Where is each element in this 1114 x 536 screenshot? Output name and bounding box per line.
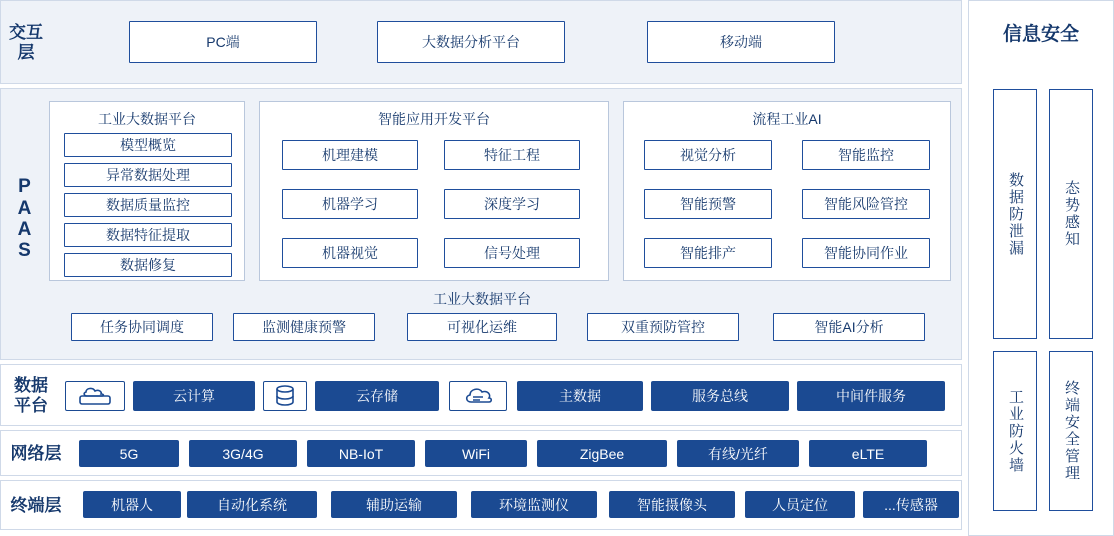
group-process-industry-ai [623,101,951,281]
terminal-item-automation-system[interactable]: 自动化系统 [187,491,317,518]
security-box-label: 态势感知 [1063,180,1080,248]
group-title-industrial-bigdata-platform: 工业大数据平台 [98,111,196,127]
paas-item-feature-engineering[interactable]: 特征工程 [444,140,580,170]
terminal-item-auxiliary-transport[interactable]: 辅助运输 [331,491,457,518]
paas-item-intelligent-monitor[interactable]: 智能监控 [802,140,930,170]
group-title-intelligent-app-dev: 智能应用开发平台 [378,111,490,127]
paas-item-feature-extract[interactable]: 数据特征提取 [64,223,232,247]
paas-item-collaborative-work[interactable]: 智能协同作业 [802,238,930,268]
paas-subtitle: 工业大数据平台 [433,291,531,307]
paas-item-data-repair[interactable]: 数据修复 [64,253,232,277]
data-platform-item-cloud-storage[interactable]: 云存储 [315,381,439,411]
paas-bottom-item-dual-prevention[interactable]: 双重预防管控 [587,313,739,341]
security-box-label: 终端安全管理 [1063,380,1080,482]
data-platform-item-master-data[interactable]: 主数据 [517,381,643,411]
security-box-data-leak-prevention[interactable] [993,89,1037,339]
paas-item-data-quality[interactable]: 数据质量监控 [64,193,232,217]
interaction-layer-items [57,1,957,85]
security-box-label: 工业防火墙 [1007,388,1024,474]
security-box-label: 数据防泄漏 [1007,171,1024,257]
information-security-title: 信息安全 [1002,24,1079,46]
paas-item-signal-processing[interactable]: 信号处理 [444,238,580,268]
interaction-layer-band [0,0,962,84]
paas-item-abnormal-data[interactable]: 异常数据处理 [64,163,232,187]
paas-item-risk-control[interactable]: 智能风险管控 [802,189,930,219]
group-industrial-bigdata-platform [49,101,245,281]
paas-label-char-4: S [18,240,32,262]
cloud-storage-icon [449,381,507,411]
data-platform-label [3,369,59,423]
network-item-3g4g[interactable]: 3G/4G [189,440,297,467]
network-item-zigbee[interactable]: ZigBee [537,440,667,467]
network-item-wifi[interactable]: WiFi [425,440,527,467]
interaction-layer-label: 交互层 [9,23,43,62]
paas-item-model-overview[interactable]: 模型概览 [64,133,232,157]
interaction-item-mobile[interactable]: 移动端 [647,21,835,63]
terminal-item-smart-camera[interactable]: 智能摄像头 [609,491,735,518]
paas-item-machine-learning[interactable]: 机器学习 [282,189,418,219]
paas-item-visual-analysis[interactable]: 视觉分析 [644,140,772,170]
data-platform-item-service-bus[interactable]: 服务总线 [651,381,789,411]
paas-bottom-item-health-warning[interactable]: 监测健康预警 [233,313,375,341]
network-item-5g[interactable]: 5G [79,440,179,467]
cloud-compute-icon [65,381,125,411]
network-layer-band [0,430,962,476]
network-item-wired-fiber[interactable]: 有线/光纤 [677,440,799,467]
information-security-column [968,0,1114,536]
terminal-layer-label: 终端层 [10,496,62,516]
paas-layer-band [0,88,962,360]
data-platform-item-middleware[interactable]: 中间件服务 [797,381,945,411]
paas-bottom-item-task-scheduling[interactable]: 任务协同调度 [71,313,213,341]
paas-item-intelligent-warning[interactable]: 智能预警 [644,189,772,219]
paas-label-char-3: A [17,219,33,240]
terminal-item-environment-monitor[interactable]: 环境监测仪 [471,491,597,518]
terminal-item-sensors[interactable]: ...传感器 [863,491,959,518]
security-box-situational-awareness[interactable] [1049,89,1093,339]
group-title-process-industry-ai: 流程工业AI [752,111,822,127]
network-item-elte[interactable]: eLTE [809,440,927,467]
network-item-nbiot[interactable]: NB-IoT [307,440,415,467]
interaction-item-pc[interactable]: PC端 [129,21,317,63]
terminal-layer-band [0,480,962,530]
database-icon [263,381,307,411]
group-intelligent-app-dev-platform [259,101,609,281]
paas-bottom-item-ai-analysis[interactable]: 智能AI分析 [773,313,925,341]
data-platform-item-cloud-computing[interactable]: 云计算 [133,381,255,411]
interaction-item-bigdata-platform[interactable]: 大数据分析平台 [377,21,565,63]
paas-label-char-1: P [18,176,32,198]
security-box-terminal-security-management[interactable] [1049,351,1093,511]
data-platform-band [0,364,962,426]
data-platform-label-line2: 平台 [14,396,48,415]
terminal-item-personnel-location[interactable]: 人员定位 [745,491,855,518]
paas-layer-label [3,149,47,289]
paas-label-char-2: A [17,197,33,219]
data-platform-label-line1: 数据 [14,376,48,396]
paas-item-machine-vision[interactable]: 机器视觉 [282,238,418,268]
paas-bottom-item-visual-om[interactable]: 可视化运维 [407,313,557,341]
network-layer-label: 网络层 [10,444,62,464]
paas-item-mechanism-modeling[interactable]: 机理建模 [282,140,418,170]
security-box-industrial-firewall[interactable] [993,351,1037,511]
paas-item-intelligent-scheduling[interactable]: 智能排产 [644,238,772,268]
terminal-item-robot[interactable]: 机器人 [83,491,181,518]
paas-item-deep-learning[interactable]: 深度学习 [444,189,580,219]
